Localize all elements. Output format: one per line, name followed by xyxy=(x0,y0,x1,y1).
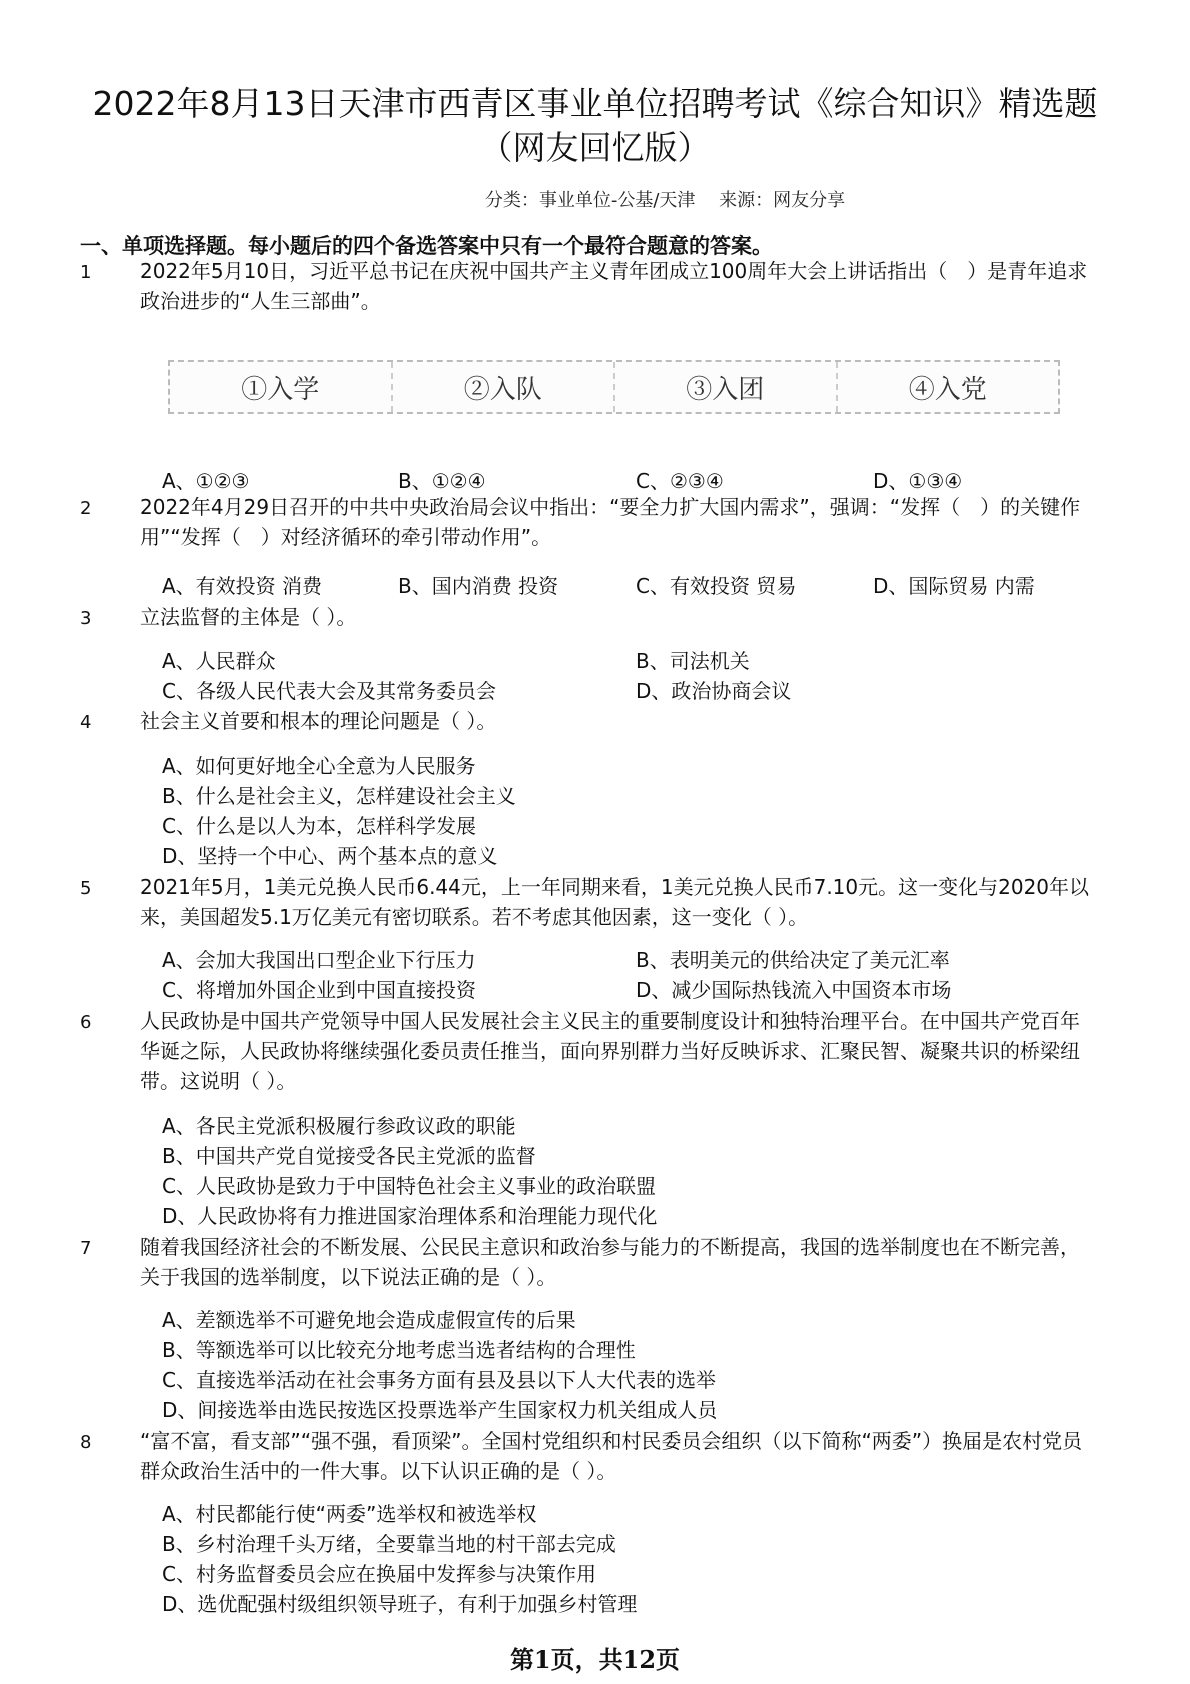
option-a: A、有效投资 消费 xyxy=(162,574,323,598)
figure-cell: ②入队 xyxy=(393,362,616,412)
option-c: C、村务监督委员会应在换届中发挥参与决策作用 xyxy=(162,1562,596,1586)
option-c: C、人民政协是致力于中国特色社会主义事业的政治联盟 xyxy=(162,1174,656,1198)
option-d: D、人民政协将有力推进国家治理体系和治理能力现代化 xyxy=(162,1204,658,1228)
option-c: C、有效投资 贸易 xyxy=(636,574,797,598)
option-a: A、各民主党派积极履行参政议政的职能 xyxy=(162,1114,516,1138)
page-footer: 第1页，共12页 xyxy=(509,1645,681,1674)
option-b: B、①②④ xyxy=(398,469,486,493)
question-number: 4 xyxy=(80,712,92,733)
option-a: A、村民都能行使“两委”选举权和被选举权 xyxy=(162,1502,537,1526)
option-a: A、差额选举不可避免地会造成虚假宣传的后果 xyxy=(162,1308,576,1332)
option-c: C、直接选举活动在社会事务方面有县及县以下人大代表的选举 xyxy=(162,1368,716,1392)
meta-line xyxy=(0,186,1190,212)
option-b: B、等额选举可以比较充分地考虑当选者结构的合理性 xyxy=(162,1338,636,1362)
question-number: 6 xyxy=(80,1012,92,1033)
option-a: A、人民群众 xyxy=(162,649,276,673)
page-title: 2022年8月13日天津市西青区事业单位招聘考试《综合知识》精选题（网友回忆版） xyxy=(92,84,1098,167)
question-stem: 立法监督的主体是（ ）。 xyxy=(140,605,357,629)
option-a: A、①②③ xyxy=(162,469,250,493)
option-d: D、国际贸易 内需 xyxy=(873,574,1035,598)
option-c: C、什么是以人为本，怎样科学发展 xyxy=(162,814,476,838)
option-b: B、国内消费 投资 xyxy=(398,574,559,598)
option-d: D、政治协商会议 xyxy=(636,679,792,703)
option-b: B、中国共产党自觉接受各民主党派的监督 xyxy=(162,1144,536,1168)
option-d: D、选优配强村级组织领导班子，有利于加强乡村管理 xyxy=(162,1592,638,1616)
figure-cell: ③入团 xyxy=(615,362,838,412)
question-number: 5 xyxy=(80,878,92,899)
option-a: A、如何更好地全心全意为人民服务 xyxy=(162,754,476,778)
option-b: B、什么是社会主义，怎样建设社会主义 xyxy=(162,784,516,808)
section-heading: 一、单项选择题。每小题后的四个备选答案中只有一个最符合题意的答案。 xyxy=(80,234,773,258)
question-stem: “富不富，看支部”“强不强，看顶梁”。全国村党组织和村民委员会组织（以下简称“两委”）换届是农村党员群众政治生活中的一件大事。以下认识正确的是（ ）。 xyxy=(140,1429,1083,1483)
option-d: D、①③④ xyxy=(873,469,963,493)
question-figure xyxy=(168,360,1060,414)
question-stem: 2022年5月10日，习近平总书记在庆祝中国共产主义青年团成立100周年大会上讲话指出（ ）是青年追求政治进步的“人生三部曲”。 xyxy=(140,259,1088,313)
option-d: D、减少国际热钱流入中国资本市场 xyxy=(636,978,952,1002)
category-label: 分类：事业单位-公基/天津 xyxy=(484,190,696,211)
option-b: B、表明美元的供给决定了美元汇率 xyxy=(636,948,950,972)
question-number: 1 xyxy=(80,262,92,283)
option-d: D、坚持一个中心、两个基本点的意义 xyxy=(162,844,498,868)
question-number: 7 xyxy=(80,1238,92,1259)
figure-cell: ①入学 xyxy=(170,362,393,412)
option-c: C、将增加外国企业到中国直接投资 xyxy=(162,978,476,1002)
source-label: 来源：网友分享 xyxy=(719,190,846,211)
question-stem: 社会主义首要和根本的理论问题是（ ）。 xyxy=(140,709,497,733)
question-stem: 人民政协是中国共产党领导中国人民发展社会主义民主的重要制度设计和独特治理平台。在中国共产党百年华诞之际，人民政协将继续强化委员责任推当，面向界别群力当好反映诉求、汇聚民智、凝聚共识的桥梁纽带。这说明（ ）。 xyxy=(140,1009,1080,1093)
question-stem: 2022年4月29日召开的中共中央政治局会议中指出：“要全力扩大国内需求”，强调：“发挥（ ）的关键作用”“发挥（ ）对经济循环的牵引带动作用”。 xyxy=(140,495,1081,549)
option-b: B、司法机关 xyxy=(636,649,750,673)
figure-cell: ④入党 xyxy=(908,374,987,405)
question-number: 2 xyxy=(80,498,92,519)
option-c: C、各级人民代表大会及其常务委员会 xyxy=(162,679,496,703)
option-c: C、②③④ xyxy=(636,469,724,493)
question-number: 8 xyxy=(80,1432,92,1453)
question-number: 3 xyxy=(80,608,92,629)
question-stem: 2021年5月，1美元兑换人民币6.44元，上一年同期来看，1美元兑换人民币7.10元。这一变化与2020年以来，美国超发5.1万亿美元有密切联系。若不考虑其他因素，这一变化（ ）。 xyxy=(140,875,1090,929)
option-a: A、会加大我国出口型企业下行压力 xyxy=(162,948,476,972)
option-d: D、间接选举由选民按选区投票选举产生国家权力机关组成人员 xyxy=(162,1398,718,1422)
option-b: B、乡村治理千头万绪，全要靠当地的村干部去完成 xyxy=(162,1532,616,1556)
question-stem: 随着我国经济社会的不断发展、公民民主意识和政治参与能力的不断提高，我国的选举制度也在不断完善，关于我国的选举制度，以下说法正确的是（ ）。 xyxy=(140,1235,1080,1289)
